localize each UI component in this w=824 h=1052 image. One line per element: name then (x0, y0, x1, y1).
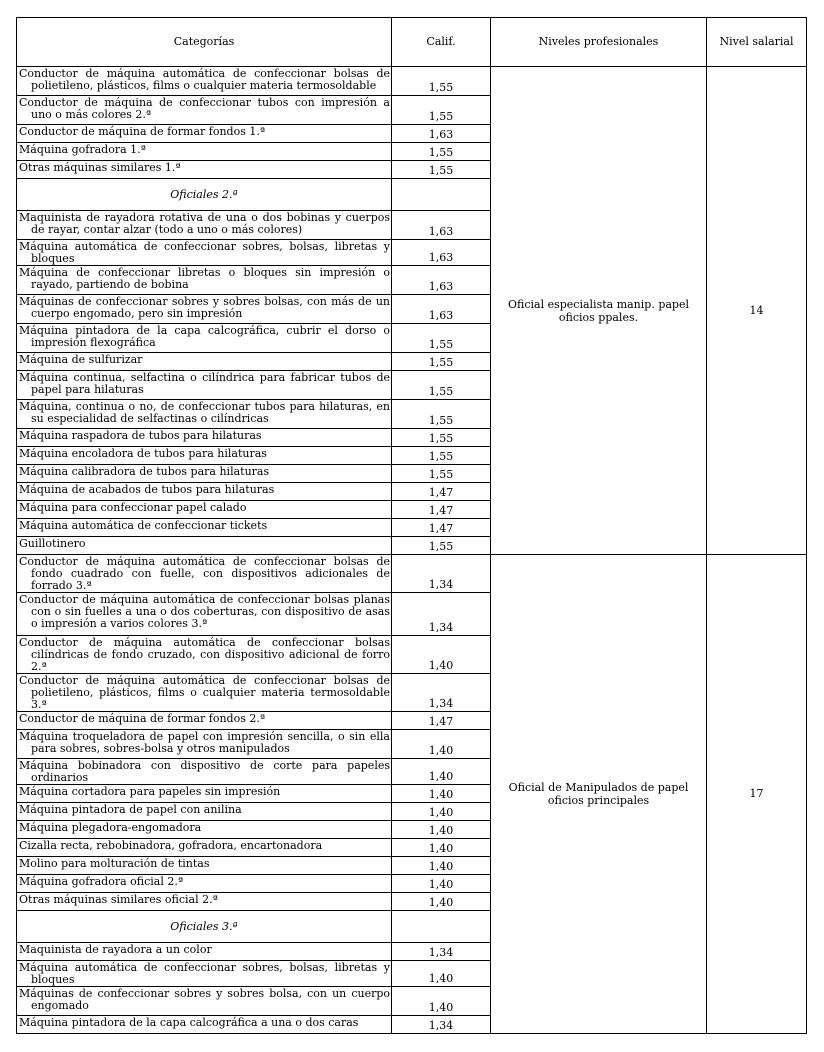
category-cell: Máquina pintadora de papel con anilina (19, 803, 242, 816)
calif-cell: 1,40 (392, 875, 491, 893)
calif-cell: 1,55 (392, 400, 491, 429)
category-cell: Máquina de confeccionar libretas o bloques sin impresión o rayado, partiendo de bobina (19, 266, 390, 291)
calif-cell: 1,55 (392, 537, 491, 555)
calif-cell: 1,55 (392, 67, 491, 96)
category-cell: Máquina automática de confeccionar tickets (19, 519, 268, 532)
category-cell: Guillotinero (19, 537, 86, 550)
category-cell: Conductor de máquina automática de confeccionar bolsas planas con o sin fuelles a una o dos coberturas, con dispositivo de asas o impresión a varios colores 3.ª (19, 593, 390, 630)
calif-cell: 1,34 (392, 674, 491, 712)
header-niveles-profesionales: Niveles profesionales (491, 18, 707, 67)
category-cell: Máquina continua, selfactina o cilíndrica para fabricar tubos de papel para hilaturas (19, 371, 390, 396)
category-cell: Maquinista de rayadora rotativa de una o dos bobinas y cuerpos de rayar, contar alzar (todo a uno o más colores) (19, 211, 390, 236)
calif-cell: 1,47 (392, 501, 491, 519)
category-cell: Máquina automática de confeccionar sobres, bolsas, libretas y bloques (19, 240, 390, 265)
calif-cell: 1,40 (392, 961, 491, 987)
calif-cell: 1,40 (392, 785, 491, 803)
category-cell: Máquinas de confeccionar sobres y sobres bolsas, con más de un cuerpo engomado, pero sin impresión (19, 295, 390, 320)
calif-cell: 1,55 (392, 96, 491, 125)
empty-calif-cell (392, 179, 491, 211)
category-cell: Máquinas de confeccionar sobres y sobres bolsa, con un cuerpo engomado (19, 987, 390, 1012)
category-cell: Conductor de máquina automática de confeccionar bolsas cilíndricas de fondo cruzado, con dispositivo adicional de forro 2.ª (19, 636, 390, 673)
calif-cell: 1,63 (392, 125, 491, 143)
category-cell: Máquina plegadora-engomadora (19, 821, 202, 834)
category-cell: Máquina gofradora 1.ª (19, 143, 146, 156)
header-nivel-salarial: Nivel salarial (707, 18, 807, 67)
table-row (17, 67, 807, 96)
calif-cell: 1,55 (392, 353, 491, 371)
calif-cell: 1,34 (392, 555, 491, 593)
nivel-salarial-cell: 17 (707, 555, 807, 1034)
calif-cell: 1,40 (392, 821, 491, 839)
table-row (17, 555, 807, 593)
calif-cell: 1,63 (392, 266, 491, 295)
calif-cell: 1,63 (392, 295, 491, 324)
calif-cell: 1,47 (392, 519, 491, 537)
nivel-profesional-cell: Oficial especialista manip. papel oficios ppales. (491, 67, 707, 555)
category-cell: Máquina bobinadora con dispositivo de corte para papeles ordinarios (19, 759, 390, 784)
calif-cell: 1,55 (392, 324, 491, 353)
category-cell: Máquina calibradora de tubos para hilaturas (19, 465, 270, 478)
calif-cell: 1,40 (392, 803, 491, 821)
calif-cell: 1,40 (392, 987, 491, 1016)
category-cell: Máquina de sulfurizar (19, 353, 143, 366)
category-cell: Otras máquinas similares 1.ª (19, 161, 181, 174)
category-cell: Conductor de máquina automática de confeccionar bolsas de polietileno, plásticos, films o cualquier materia termosoldable (19, 67, 390, 92)
nivel-profesional-cell: Oficial de Manipulados de papel oficios principales (491, 555, 707, 1034)
calif-cell: 1,55 (392, 371, 491, 400)
category-cell: Máquina, continua o no, de confeccionar tubos para hilaturas, en su especialidad de selfactinas o cilíndricas (19, 400, 390, 425)
category-cell: Máquina encoladora de tubos para hilaturas (19, 447, 267, 460)
empty-calif-cell (392, 911, 491, 943)
category-cell: Máquina para confeccionar papel calado (19, 501, 247, 514)
calif-cell: 1,47 (392, 483, 491, 501)
category-cell: Conductor de máquina de confeccionar tubos con impresión a uno o más colores 2.ª (19, 96, 390, 121)
calif-cell: 1,55 (392, 161, 491, 179)
category-cell: Conductor de máquina de formar fondos 2.ª (19, 712, 266, 725)
calif-cell: 1,40 (392, 893, 491, 911)
category-cell: Máquina troqueladora de papel con impresión sencilla, o sin ella para sobres, sobres-bolsa y otros manipulados (19, 730, 390, 755)
section-title: Oficiales 3.ª (17, 911, 392, 943)
calif-cell: 1,55 (392, 447, 491, 465)
calif-cell: 1,40 (392, 730, 491, 759)
category-cell: Cizalla recta, rebobinadora, gofradora, encartonadora (19, 839, 323, 852)
category-cell: Conductor de máquina automática de confeccionar bolsas de polietileno, plásticos, films o cualquier materia termosoldable 3.ª (19, 674, 390, 711)
category-cell: Maquinista de rayadora a un color (19, 943, 212, 956)
calif-cell: 1,47 (392, 712, 491, 730)
category-cell: Conductor de máquina automática de confeccionar bolsas de fondo cuadrado con fuelle, con dispositivos adicionales de forrado 3.ª (19, 555, 390, 592)
category-cell: Máquina pintadora de la capa calcográfica a una o dos caras (19, 1016, 359, 1029)
calif-cell: 1,40 (392, 636, 491, 674)
header-calif: Calif. (392, 18, 491, 67)
section-title: Oficiales 2.ª (17, 179, 392, 211)
category-cell: Otras máquinas similares oficial 2.ª (19, 893, 218, 906)
category-cell: Máquina automática de confeccionar sobres, bolsas, libretas y bloques (19, 961, 390, 986)
nivel-salarial-cell: 14 (707, 67, 807, 555)
category-cell: Máquina pintadora de la capa calcográfica, cubrir el dorso o impresión flexográfica (19, 324, 390, 349)
calif-cell: 1,34 (392, 1016, 491, 1034)
category-cell: Máquina gofradora oficial 2.ª (19, 875, 184, 888)
calif-cell: 1,34 (392, 943, 491, 961)
calif-cell: 1,55 (392, 465, 491, 483)
calif-cell: 1,63 (392, 211, 491, 240)
calif-cell: 1,40 (392, 839, 491, 857)
calif-cell: 1,40 (392, 759, 491, 785)
calif-cell: 1,55 (392, 429, 491, 447)
category-cell: Máquina cortadora para papeles sin impresión (19, 785, 281, 798)
calif-cell: 1,34 (392, 593, 491, 636)
categories-table (16, 17, 807, 1034)
category-cell: Molino para molturación de tintas (19, 857, 210, 870)
category-cell: Conductor de máquina de formar fondos 1.ª (19, 125, 266, 138)
calif-cell: 1,40 (392, 857, 491, 875)
category-cell: Máquina raspadora de tubos para hilaturas (19, 429, 262, 442)
header-row (17, 18, 807, 67)
category-cell: Máquina de acabados de tubos para hilaturas (19, 483, 275, 496)
calif-cell: 1,55 (392, 143, 491, 161)
calif-cell: 1,63 (392, 240, 491, 266)
header-categorias: Categorías (17, 18, 392, 67)
